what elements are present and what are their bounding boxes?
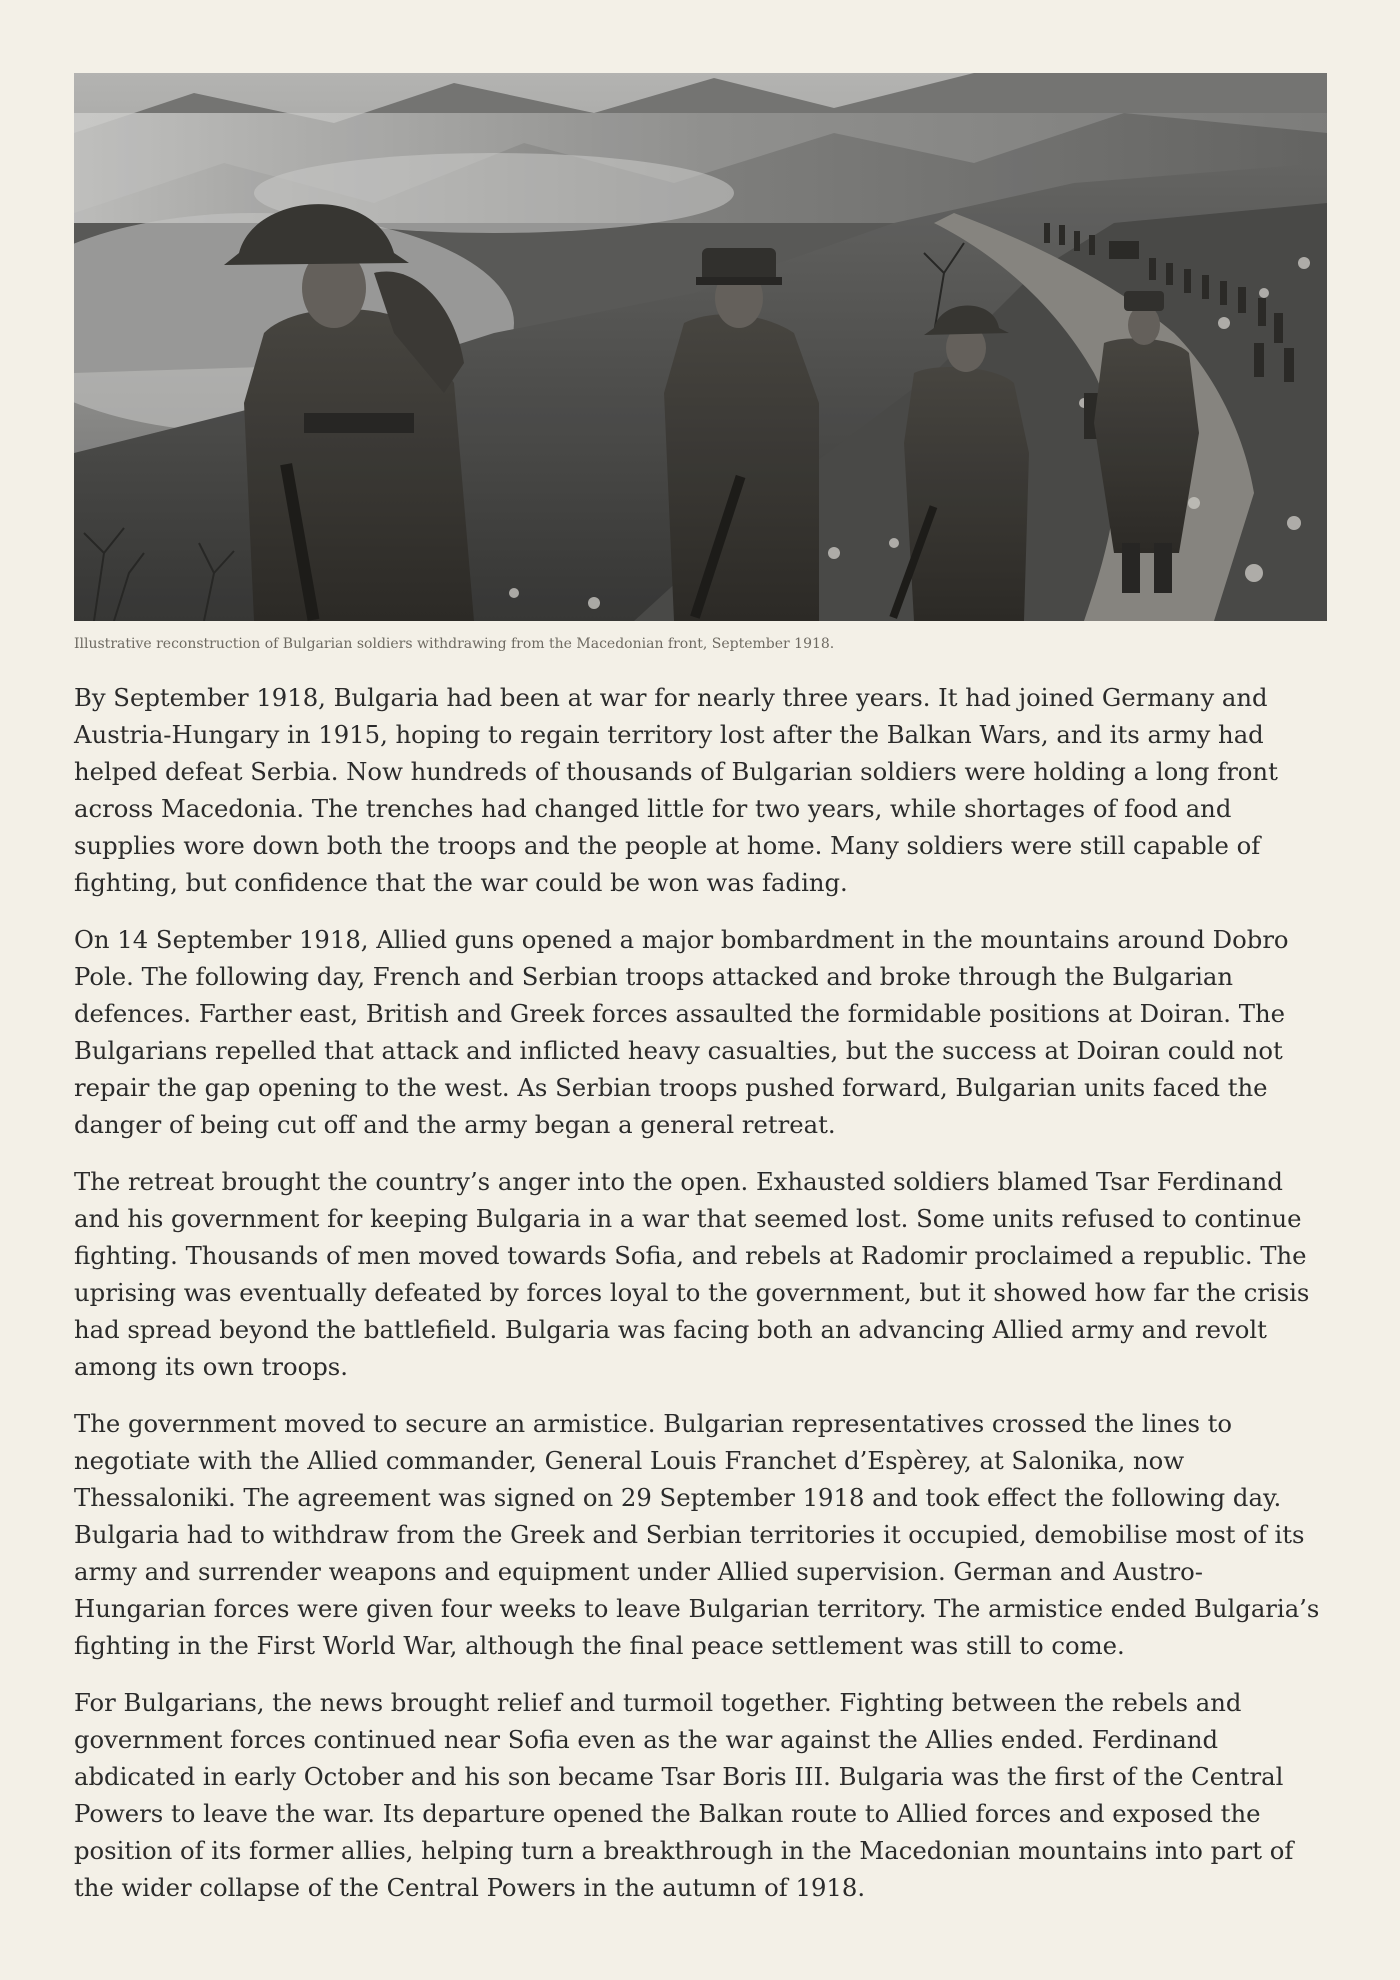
article-paragraph: The government moved to secure an armistice. Bulgarian representatives crossed the lines to negotiate with the Allied commander, General Louis Franchet d’Espèrey, at Salonika, now Thessaloniki. The agreement was signed on 29 September 1918 and took effect the following day. Bulgaria had to withdraw from the Greek and Serbian territories it occupied, demobilise most of its army and surrender weapons and equipment under Allied supervision. German and Austro-Hungarian forces were given four weeks to leave Bulgarian territory. The armistice ended Bulgaria’s fighting in the First World War, although the final peace settlement was still to come. <box>74 1409 1320 1660</box>
article-paragraph: By September 1918, Bulgaria had been at war for nearly three years. It had joined Germany and Austria-Hungary in 1915, hoping to regain territory lost after the Balkan Wars, and its army had helped defeat Serbia. Now hundreds of thousands of Bulgarian soldiers were holding a long front across Macedonia. The trenches had changed little for two years, while shortages of food and supplies wore down both the troops and the people at home. Many soldiers were still capable of fighting, but confidence that the war could be won was fading. <box>74 683 1278 897</box>
article-paragraph: On 14 September 1918, Allied guns opened a major bombardment in the mountains around Dobro Pole. The following day, French and Serbian troops attacked and broke through the Bulgarian defences. Farther east, British and Greek forces assaulted the formidable positions at Doiran. The Bulgarians repelled that attack and inflicted heavy casualties, but the success at Doiran could not repair the gap opening to the west. As Serbian troops pushed forward, Bulgarian units faced the danger of being cut off and the army began a general retreat. <box>74 925 1289 1139</box>
hero-photo <box>74 73 1327 621</box>
article-paragraph: For Bulgarians, the news brought relief and turmoil together. Fighting between the rebels and government forces continued near Sofia even as the war against the Allies ended. Ferdinand abdicated in early October and his son became Tsar Boris III. Bulgaria was the first of the Central Powers to leave the war. Its departure opened the Balkan route to Allied forces and exposed the position of its former allies, helping turn a breakthrough in the Macedonian mountains into part of the wider collapse of the Central Powers in the autumn of 1918. <box>74 1688 1294 1902</box>
figure-caption: Illustrative reconstruction of Bulgarian soldiers withdrawing from the Macedonian front, September 1918. <box>74 636 835 652</box>
article <box>74 73 1326 1906</box>
soldiers-retreat-illustration <box>74 73 1327 621</box>
article-paragraph: The retreat brought the country’s anger into the open. Exhausted soldiers blamed Tsar Ferdinand and his government for keeping Bulgaria in a war that seemed lost. Some units refused to continue fighting. Thousands of men moved towards Sofia, and rebels at Radomir proclaimed a republic. The uprising was eventually defeated by forces loyal to the government, but it showed how far the crisis had spread beyond the battlefield. Bulgaria was facing both an advancing Allied army and revolt among its own troops. <box>74 1167 1310 1381</box>
